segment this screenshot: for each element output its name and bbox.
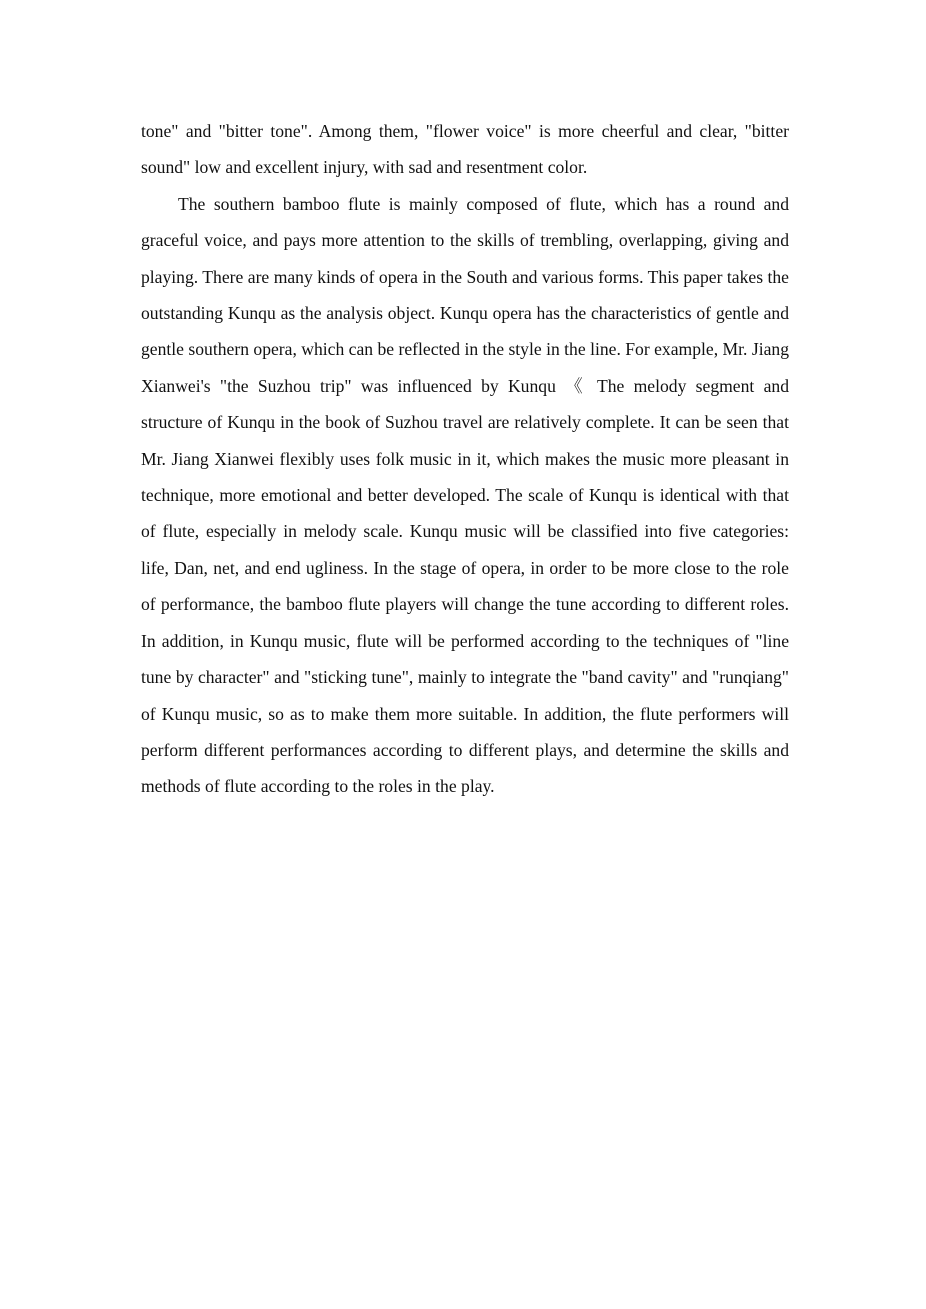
body-text xyxy=(141,113,789,805)
paragraph-continuation: tone" and "bitter tone". Among them, "flower voice" is more cheerful and clear, "bitter sound" low and excellent injury, with sad and resentment color. xyxy=(141,121,789,178)
paragraph-southern-bamboo-flute: The southern bamboo flute is mainly composed of flute, which has a round and graceful voice, and pays more attention to the skills of trembling, overlapping, giving and playing. There are many kinds of opera in the South and various forms. This paper takes the outstanding Kunqu as the analysis object. Kunqu opera has the characteristics of gentle and gentle southern opera, which can be reflected in the style in the line. For example, Mr. Jiang Xianwei's "the Suzhou trip" was influenced by Kunqu 《 The melody segment and structure of Kunqu in the book of Suzhou travel are relatively complete. It can be seen that Mr. Jiang Xianwei flexibly uses folk music in it, which makes the music more pleasant in technique, more emotional and better developed. The scale of Kunqu is identical with that of flute, especially in melody scale. Kunqu music will be classified into five categories: life, Dan, net, and end ugliness. In the stage of opera, in order to be more close to the role of performance, the bamboo flute players will change the tune according to different roles. In addition, in Kunqu music, flute will be performed according to the techniques of "line tune by character" and "sticking tune", mainly to integrate the "band cavity" and "runqiang" of Kunqu music, so as to make them more suitable. In addition, the flute performers will perform different performances according to different plays, and determine the skills and methods of flute according to the roles in the play. xyxy=(141,193,789,797)
